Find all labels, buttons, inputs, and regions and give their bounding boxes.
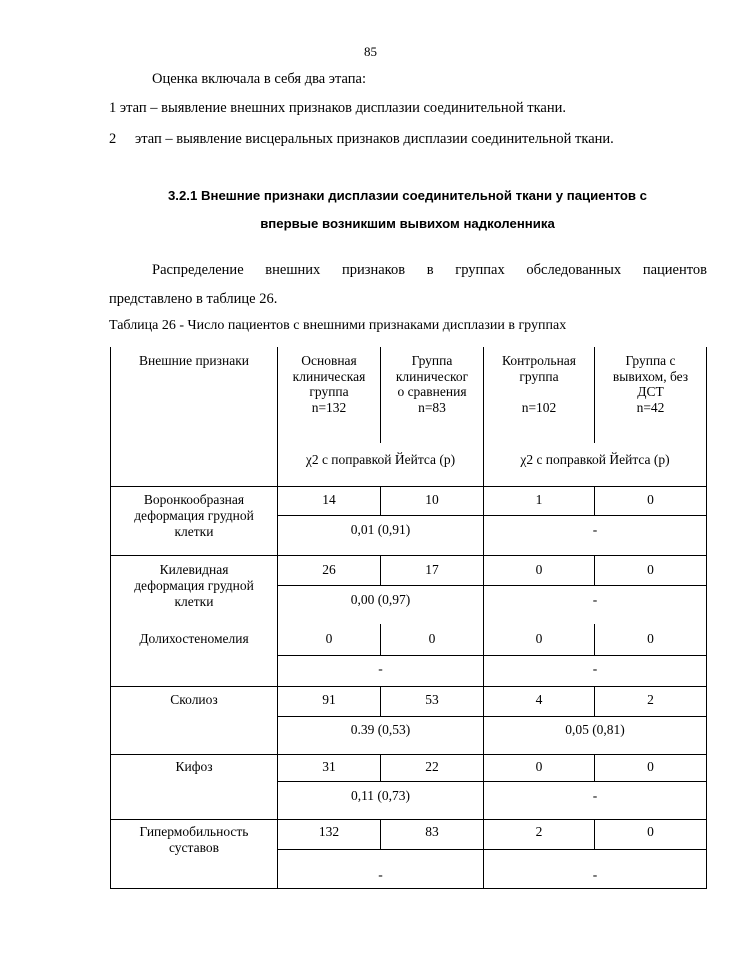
row-separator xyxy=(110,686,707,687)
header-feature-column: Внешние признаки xyxy=(139,353,249,368)
page-number: 85 xyxy=(364,44,377,59)
row-feature-label: Воронкообразная деформация грудной клетки xyxy=(134,492,254,539)
table-caption: Таблица 26 - Число пациентов с внешними признаками дисплазии в группах xyxy=(109,318,567,333)
stat-cell: - xyxy=(378,661,383,676)
value-cell: 0 xyxy=(325,631,333,646)
header-bottom-line xyxy=(110,486,707,487)
stat-cell: 0,05 (0,81) xyxy=(565,722,625,737)
stage-1-line: 1 этап – выявление внешних признаков дисплазии соединительной ткани. xyxy=(109,100,567,116)
value-cell: 0 xyxy=(647,492,654,507)
value-cell: 91 xyxy=(322,692,336,707)
value-cell: 1 xyxy=(535,492,543,507)
section-heading-line-2: впервые возникшим вывихом надколенника xyxy=(260,216,555,231)
stat-cell: 0,11 (0,73) xyxy=(350,788,411,803)
value-cell: 0 xyxy=(535,562,543,577)
stat-cell: - xyxy=(592,788,598,803)
value-cell: 0 xyxy=(647,759,654,774)
value-cell: 0 xyxy=(535,759,543,774)
value-stat-separator xyxy=(277,515,707,516)
paragraph-line-2: представлено в таблице 26. xyxy=(109,291,278,307)
stat-cell: 0,01 (0,91) xyxy=(350,522,411,537)
value-cell: 31 xyxy=(322,759,336,774)
table-border-bottom xyxy=(110,888,707,889)
intro-line: Оценка включала в себя два этапа: xyxy=(152,71,367,87)
value-cell: 0 xyxy=(647,562,654,577)
value-cell: 132 xyxy=(318,824,340,839)
value-cell: 17 xyxy=(425,562,439,577)
header-group-control: Контрольная группа n=102 xyxy=(501,353,576,415)
table-divider-feature xyxy=(277,347,278,889)
row-separator xyxy=(110,754,707,755)
stat-cell: - xyxy=(378,867,383,882)
stat-cell: 0,00 (0,97) xyxy=(350,592,411,607)
row-feature-label: Долихостеномелия xyxy=(139,631,249,646)
value-stat-separator xyxy=(277,716,707,717)
stat-cell: 0.39 (0,53) xyxy=(350,722,411,737)
header-group-main: Основная клиническая группа n=132 xyxy=(292,353,366,415)
stat-cell: - xyxy=(592,661,598,676)
row-feature-label: Кифоз xyxy=(175,759,213,774)
row-feature-label: Гипермобильность суставов xyxy=(139,824,249,855)
value-cell: 2 xyxy=(647,692,654,707)
value-stat-separator xyxy=(277,781,707,782)
value-cell: 10 xyxy=(425,492,439,507)
value-cell: 0 xyxy=(428,631,436,646)
row-separator xyxy=(110,819,707,820)
value-cell: 0 xyxy=(647,824,654,839)
header-stat-left: χ2 с поправкой Йейтса (р) xyxy=(305,452,456,467)
value-cell: 0 xyxy=(535,631,543,646)
stat-cell: - xyxy=(592,867,598,882)
header-stat-right: χ2 с поправкой Йейтса (р) xyxy=(520,452,670,467)
table-border-right xyxy=(706,347,707,889)
row-feature-label: Сколиоз xyxy=(170,692,218,707)
header-group-no-dst: Группа с вывихом, без ДСТ n=42 xyxy=(612,353,689,415)
section-heading-line-1: 3.2.1 Внешние признаки дисплазии соединительной ткани у пациентов с xyxy=(167,188,648,203)
value-cell: 14 xyxy=(322,492,336,507)
stat-cell: - xyxy=(592,522,598,537)
stage-2-line: этап – выявление висцеральных признаков дисплазии соединительной ткани. xyxy=(135,131,614,147)
value-stat-separator xyxy=(277,655,707,656)
value-stat-separator xyxy=(277,849,707,850)
value-cell: 53 xyxy=(425,692,439,707)
value-cell: 4 xyxy=(535,692,543,707)
value-cell: 0 xyxy=(647,631,654,646)
value-cell: 83 xyxy=(425,824,439,839)
value-cell: 26 xyxy=(322,562,336,577)
row-feature-label: Килевидная деформация грудной клетки xyxy=(134,562,254,609)
table-divider-middle xyxy=(483,347,484,889)
row-separator xyxy=(110,555,707,556)
stat-cell: - xyxy=(592,592,598,607)
stage-2-number: 2 xyxy=(109,131,117,147)
paragraph-line-1: Распределение внешних признаков в группах обследованных пациентов xyxy=(152,262,707,278)
value-cell: 22 xyxy=(425,759,439,774)
value-cell: 2 xyxy=(535,824,543,839)
header-group-comparison: Группа клиническог о сравнения n=83 xyxy=(395,353,469,415)
table-border-left xyxy=(110,347,111,889)
value-stat-separator xyxy=(277,585,707,586)
